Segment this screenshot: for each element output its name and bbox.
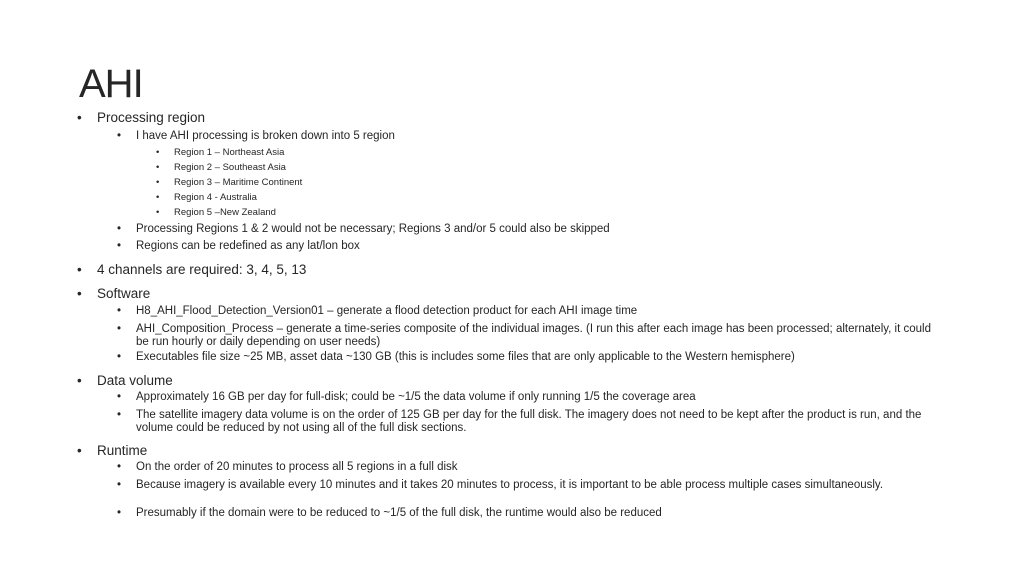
processing-heading: Processing region xyxy=(97,110,206,125)
bullet-software xyxy=(77,286,151,301)
runtime-item xyxy=(117,461,458,473)
region-item xyxy=(156,192,257,203)
region-label: Region 1 – Northeast Asia xyxy=(174,147,285,158)
bullet-dot: • xyxy=(156,192,160,203)
bullet-dot: • xyxy=(77,262,82,277)
software-text: Executables file size ~25 MB, asset data ~130 GB (this is includes some files that are only applicable to the Western hemisphere) xyxy=(136,351,795,363)
bullet-dot: • xyxy=(156,147,160,158)
bullet-processing-intro xyxy=(117,130,395,142)
bullet-dot: • xyxy=(117,240,122,252)
runtime-text: Because imagery is available every 10 minutes and it takes 20 minutes to process, it is important to be able process multiple cases simultaneously. xyxy=(136,479,884,491)
software-heading: Software xyxy=(97,286,151,301)
bullet-runtime xyxy=(77,443,148,458)
runtime-text: On the order of 20 minutes to process all 5 regions in a full disk xyxy=(136,461,458,473)
bullet-dot: • xyxy=(156,177,160,188)
bullet-processing-region xyxy=(77,110,206,125)
bullet-dot: • xyxy=(117,351,122,363)
bullet-dot: • xyxy=(77,443,82,458)
bullet-processing-note xyxy=(117,240,360,252)
bullet-dot: • xyxy=(156,162,160,173)
bullet-dot: • xyxy=(117,305,122,317)
bullet-dot: • xyxy=(117,507,122,519)
processing-intro: I have AHI processing is broken down into 5 region xyxy=(136,130,395,142)
bullet-dot: • xyxy=(156,207,160,218)
bullet-dot: • xyxy=(77,373,82,388)
region-label: Region 4 - Australia xyxy=(174,192,257,203)
region-label: Region 3 – Maritime Continent xyxy=(174,177,303,188)
region-item xyxy=(156,207,276,218)
slide-title: AHI xyxy=(79,62,143,106)
runtime-item xyxy=(117,479,944,492)
bullet-dot: • xyxy=(117,323,122,335)
software-item xyxy=(117,351,795,363)
bullet-channels xyxy=(77,262,307,277)
bullet-dot: • xyxy=(117,461,122,473)
bullet-data-volume xyxy=(77,373,173,388)
data-volume-item xyxy=(117,391,696,403)
region-label: Region 5 –New Zealand xyxy=(174,207,276,218)
channels-text: 4 channels are required: 3, 4, 5, 13 xyxy=(97,262,307,277)
bullet-processing-note xyxy=(117,223,610,235)
runtime-text: Presumably if the domain were to be reduced to ~1/5 of the full disk, the runtime would also be reduced xyxy=(136,507,662,519)
software-item xyxy=(117,305,638,317)
bullet-dot: • xyxy=(77,110,82,125)
data-volume-item xyxy=(117,409,944,434)
bullet-dot: • xyxy=(117,130,122,142)
runtime-item xyxy=(117,507,662,519)
region-label: Region 2 – Southeast Asia xyxy=(174,162,286,173)
software-text: H8_AHI_Flood_Detection_Version01 – generate a flood detection product for each AHI image time xyxy=(136,305,638,317)
bullet-dot: • xyxy=(77,286,82,301)
data-volume-text: Approximately 16 GB per day for full-disk; could be ~1/5 the data volume if only running 1/5 the coverage area xyxy=(136,391,696,403)
processing-note: Regions can be redefined as any lat/lon box xyxy=(136,240,360,252)
software-text: AHI_Composition_Process – generate a time-series composite of the individual images. (I run this after each image has been processed; alternately, it could be run hourly or daily depending on user needs) xyxy=(136,323,931,348)
bullet-dot: • xyxy=(117,391,122,403)
software-item xyxy=(117,323,944,348)
region-item xyxy=(156,162,286,173)
bullet-dot: • xyxy=(117,223,122,235)
data-volume-heading: Data volume xyxy=(97,373,173,388)
region-item xyxy=(156,177,303,188)
region-item xyxy=(156,147,285,158)
data-volume-text: The satellite imagery data volume is on the order of 125 GB per day for the full disk. The imagery does not need to be kept after the product is run, and the volume could be reduced by not using all of the full disk sections. xyxy=(136,409,922,434)
bullet-dot: • xyxy=(117,479,122,491)
processing-note: Processing Regions 1 & 2 would not be necessary; Regions 3 and/or 5 could also be skipped xyxy=(136,223,610,235)
bullet-dot: • xyxy=(117,409,122,421)
runtime-heading: Runtime xyxy=(97,443,148,458)
